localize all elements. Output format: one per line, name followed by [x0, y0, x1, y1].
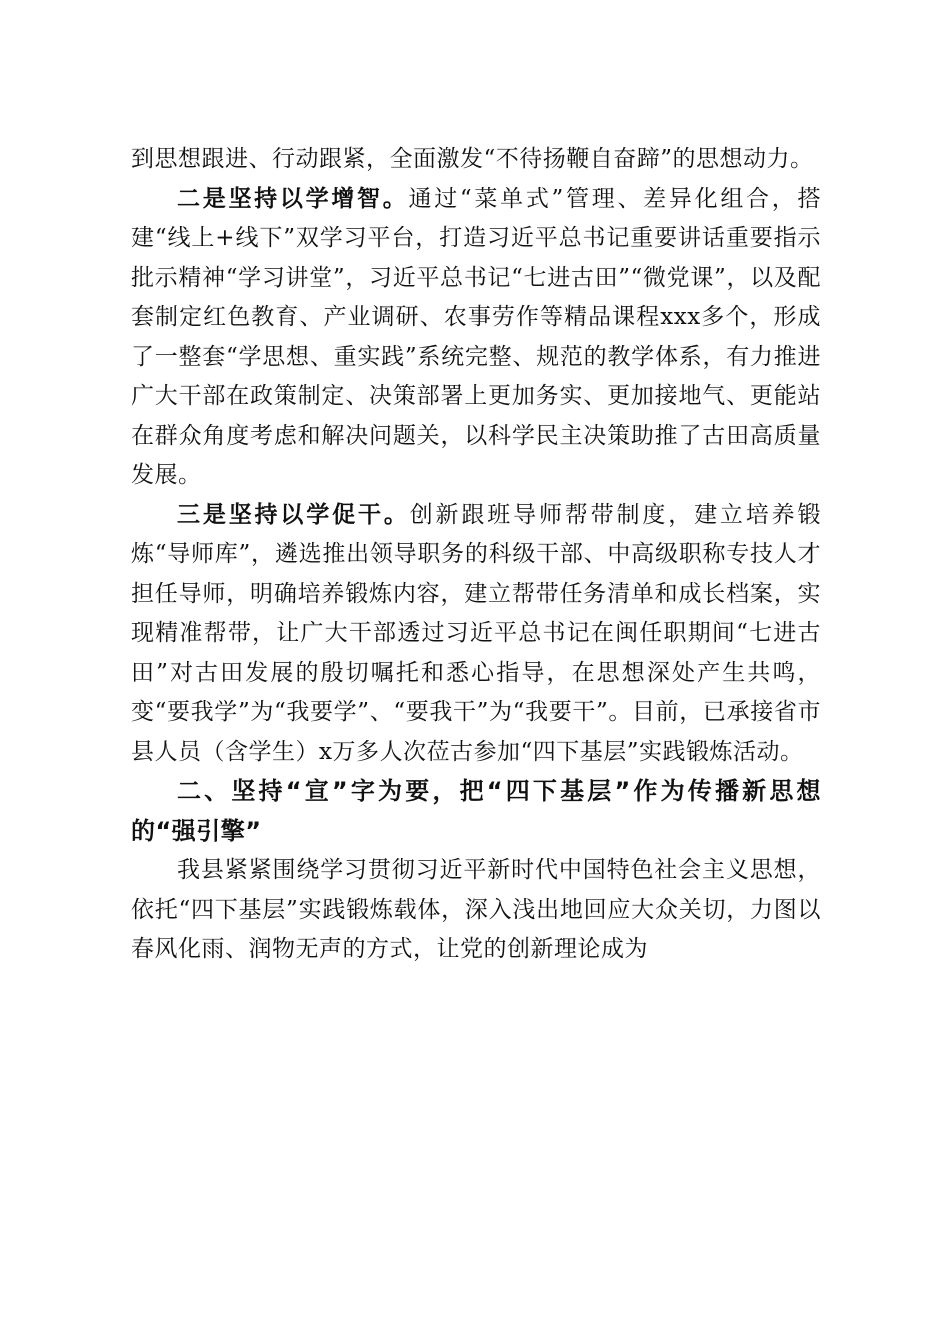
document-body: [131, 140, 821, 970]
paragraph-lead: 二是坚持以学增智。: [177, 185, 409, 212]
section-heading: 二、坚持“宣”字为要，把“四下基层”作为传播新思想的“强引擎”: [131, 777, 821, 845]
paragraph-learn-to-gain-wisdom: [131, 180, 821, 496]
paragraph-lead: 三是坚持以学促干。: [177, 501, 410, 528]
paragraph-text: 我县紧紧围绕学习贯彻习近平新时代中国特色社会主义思想，依托“四下基层”实践锻炼载体，深入浅出地回应大众关切，力图以春风化雨、润物无声的方式，让党的创新理论成为: [131, 857, 821, 962]
paragraph-continuation: [131, 140, 821, 180]
paragraph-text: 到思想跟进、行动跟紧，全面激发“不待扬鞭自奋蹄”的思想动力。: [131, 146, 814, 172]
paragraph-text: 通过“菜单式”管理、差异化组合，搭建“线上+线下”双学习平台，打造习近平总书记重要讲话重要指示批示精神“学习讲堂”，习近平总书记“七进古田”“微党课”，以及配套制定红色教育、产业调研、农事劳作等精品课程xxx多个，形成了一整套“学思想、重实践”系统完整、规范的教学体系，有力推进广大干部在政策制定、决策部署上更加务实、更加接地气、更能站在群众角度考虑和解决问题关，以科学民主决策助推了古田高质量发展。: [131, 185, 821, 488]
paragraph-section-intro: [131, 851, 821, 970]
paragraph-learn-to-promote-work: [131, 496, 821, 773]
paragraph-text: 创新跟班导师帮带制度，建立培养锻炼“导师库”，遴选推出领导职务的科级干部、中高级职称专技人才担任导师，明确培养锻炼内容，建立帮带任务清单和成长档案，实现精准帮带，让广大干部透过习近平总书记在闽任职期间“七进古田”对古田发展的殷切嘱托和悉心指导，在思想深处产生共鸣，变“要我学”为“我要学”、“要我干”为“我要干”。目前，已承接省市县人员（含学生）x万多人次莅古参加“四下基层”实践锻炼活动。: [131, 501, 822, 765]
